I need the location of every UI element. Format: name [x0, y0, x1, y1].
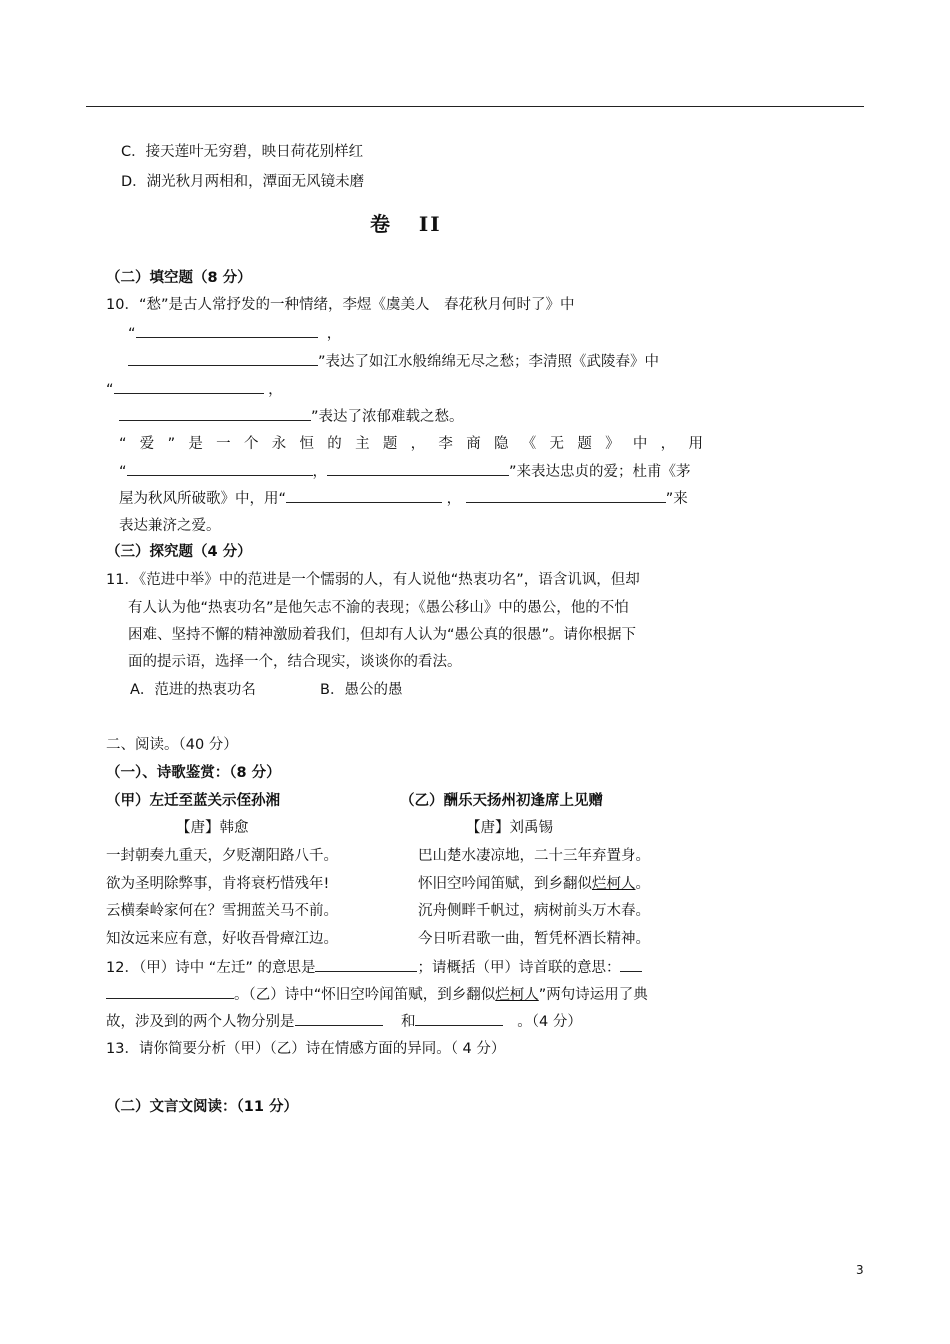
- q10-line6: [119, 434, 703, 454]
- q11-option-a: A．范进的热衷功名: [130, 682, 256, 698]
- love-char: 无: [549, 436, 565, 452]
- poem-jia-line4: 知汝远来应有意，好收吾骨瘴江边。: [106, 931, 338, 947]
- blank-8[interactable]: [466, 488, 666, 503]
- blank-2[interactable]: [128, 351, 318, 366]
- love-char: 商: [466, 436, 481, 452]
- blank-5[interactable]: [127, 461, 313, 476]
- q10-line3: [128, 351, 659, 372]
- q11-line4: 面的提示语，选择一个，结合现实，谈谈你的看法。: [128, 654, 462, 670]
- poem-yi-line2-pre: 怀旧空吟闻笛赋，到乡翻似: [418, 876, 592, 892]
- q10-line9: 表达兼济之爱。: [119, 518, 221, 534]
- q12-underlined: 烂柯人: [495, 987, 539, 1003]
- blank-7[interactable]: [286, 488, 442, 503]
- poem-yi-line3: 沉舟侧畔千帆过，病树前头万木春。: [418, 903, 650, 919]
- q12-part5: 故，涉及到的两个人物分别是: [106, 1014, 295, 1030]
- q10-line8: [119, 488, 688, 509]
- poem-jia-author: 【唐】韩愈: [176, 820, 249, 836]
- blank-3[interactable]: [114, 379, 264, 394]
- q13: 13．请你简要分析（甲）（乙）诗在情感方面的异同。（ 4 分）: [106, 1041, 506, 1057]
- poem-jia-line1: 一封朝奏九重天，夕贬潮阳路八千。: [106, 848, 338, 864]
- q12-part2: ；请概括（甲）诗首联的意思：: [417, 960, 621, 976]
- open-quote: “: [119, 464, 127, 480]
- q10-line5: [119, 406, 464, 427]
- q12-blank-1[interactable]: [315, 957, 417, 972]
- q12-blank-2b[interactable]: [106, 984, 234, 999]
- love-char: 题: [382, 436, 398, 452]
- q10-line2: [128, 323, 341, 344]
- poem-yi-line2-post: 。: [635, 876, 650, 892]
- q10-line3-tail: ”表达了如江水般绵绵无尽之愁；李清照《武陵春》中: [318, 354, 660, 370]
- classical-heading: （二）文言文阅读：（11 分）: [106, 1099, 298, 1115]
- love-char: 李: [438, 436, 453, 452]
- poem-yi-line2: [418, 874, 650, 894]
- part-title-num: II: [418, 212, 442, 236]
- love-char: 永: [271, 436, 287, 452]
- header-rule: [86, 106, 864, 107]
- love-char: 《: [521, 436, 537, 452]
- part-title-juan: 卷: [370, 212, 392, 236]
- love-char: 的: [327, 436, 342, 452]
- q12-line3: [106, 1011, 582, 1032]
- q11-option-b: B．愚公的愚: [320, 682, 403, 698]
- q10-line8-tail: ”来: [665, 491, 688, 507]
- q12-part6: 。（4 分）: [517, 1014, 582, 1030]
- q10-line8-head: 屋为秋风所破歌》中，用“: [119, 491, 287, 507]
- q10-line4: [106, 379, 283, 400]
- love-char: ，: [660, 436, 676, 452]
- q11-line3: 困难、坚持不懈的精神激励着我们，但却有人认为“愚公真的很愚”。请你根据下: [128, 627, 637, 643]
- q10-intro: 10．“愁”是古人常抒发的一种情绪，李煜《虞美人 春花秋月何时了》中: [106, 297, 575, 313]
- open-quote: “: [106, 382, 114, 398]
- q10-line5-tail: ”表达了浓郁难载之愁。: [311, 409, 464, 425]
- poem-yi-line2-underlined: 烂柯人: [592, 876, 636, 892]
- q12-line2: [106, 984, 648, 1005]
- comma: ，: [268, 382, 283, 398]
- love-char: 隐: [493, 436, 509, 452]
- love-char: ”: [167, 436, 176, 452]
- love-char: 用: [688, 436, 703, 452]
- blank-6[interactable]: [327, 461, 509, 476]
- poem-yi-author: 【唐】刘禹锡: [466, 820, 553, 836]
- q11-line1: 11．《范进中举》中的范进是一个懦弱的人，有人说他“热衷功名”，语含讥讽，但却: [106, 572, 640, 588]
- reading-heading: 二、阅读。（40 分）: [106, 737, 238, 753]
- q11-line2: 有人认为他“热衷功名”是他矢志不渝的表现；《愚公移山》中的愚公，他的不怕: [128, 600, 629, 616]
- poem-yi-line1: 巴山楚水凄凉地，二十三年弃置身。: [418, 848, 650, 864]
- q12-part4: ”两句诗运用了典: [538, 987, 648, 1003]
- love-char: 主: [355, 436, 370, 452]
- q12-and: 和: [400, 1014, 416, 1030]
- poem-yi-line4: 今日听君歌一曲，暂凭杯酒长精神。: [418, 931, 650, 947]
- love-char: 》: [605, 436, 620, 452]
- poem-jia-line3: 云横秦岭家何在？雪拥蓝关马不前。: [106, 903, 338, 919]
- page-number: 3: [856, 1263, 864, 1277]
- part-title: [370, 214, 442, 234]
- love-char: 题: [577, 436, 592, 452]
- love-char: “: [119, 436, 127, 452]
- comma: ，: [312, 464, 328, 480]
- comma: ，: [446, 491, 462, 507]
- q12-blank-3[interactable]: [295, 1011, 383, 1026]
- option-d: D．湖光秋月两相和，潭面无风镜未磨: [121, 174, 365, 190]
- blank-1[interactable]: [136, 323, 318, 338]
- q12-blank-4[interactable]: [415, 1011, 503, 1026]
- love-char: 是: [188, 436, 203, 452]
- q12-part1: 12．（甲）诗中 “左迁” 的意思是: [106, 960, 316, 976]
- poem-yi-title: （乙）酬乐天扬州初逢席上见赠: [400, 793, 603, 809]
- open-quote: “: [128, 326, 136, 342]
- blank-4[interactable]: [119, 406, 311, 421]
- q12-part3: 。（乙）诗中“怀旧空吟闻笛赋，到乡翻似: [234, 987, 496, 1003]
- q10-line7-tail: ”来表达忠贞的爱；杜甫《茅: [509, 464, 691, 480]
- love-char: 爱: [139, 436, 155, 452]
- q12-line1: [106, 957, 642, 978]
- q10-line7: [119, 461, 691, 482]
- comma: ，: [326, 326, 342, 342]
- poem-jia-line2: 欲为圣明除弊事，肯将衰朽惜残年!: [106, 876, 330, 892]
- love-char: 一: [216, 436, 231, 452]
- love-char: 恒: [299, 436, 314, 452]
- love-char: 中: [632, 436, 648, 452]
- poetry-heading: （一）、诗歌鉴赏：（8 分）: [106, 765, 281, 781]
- poem-jia-title: （甲）左迁至蓝关示侄孙湘: [106, 793, 280, 809]
- fill-heading: （二）填空题（8 分）: [106, 270, 252, 286]
- q12-blank-2a[interactable]: [620, 957, 642, 972]
- love-char: 个: [243, 436, 259, 452]
- explore-heading: （三）探究题（4 分）: [106, 544, 252, 560]
- love-char: ，: [410, 436, 426, 452]
- option-c: C．接天莲叶无穷碧，映日荷花别样红: [121, 144, 364, 160]
